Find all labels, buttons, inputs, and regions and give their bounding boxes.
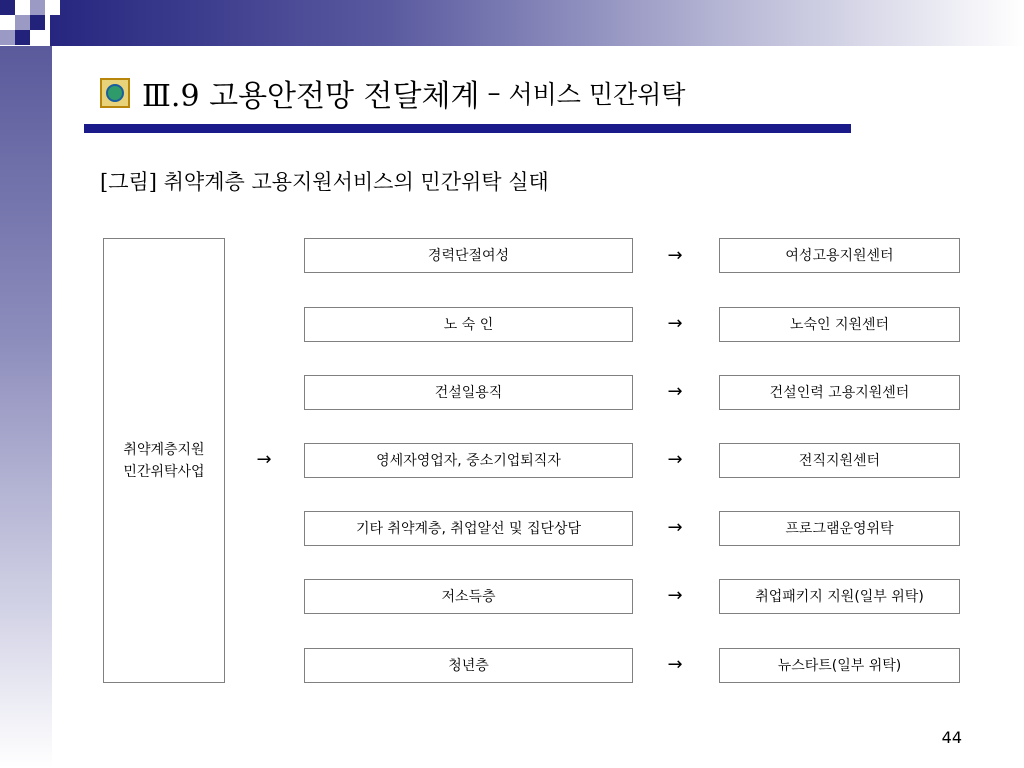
title-main: Ⅲ.9 고용안전망 전달체계 [142,79,480,114]
target-box: 노 숙 인 [304,307,633,342]
source-label-line1: 취약계층지원 [123,441,205,458]
target-box: 경력단절여성 [304,238,633,273]
header-gradient-band [50,0,1024,46]
service-box: 취업패키지 지원(일부 위탁) [719,579,960,614]
row-arrow: → [667,313,683,334]
source-label-line2: 민간위탁사업 [123,463,205,480]
row-arrow: → [667,245,683,266]
target-box: 영세자영업자, 중소기업퇴직자 [304,443,633,478]
page-number: 44 [941,728,962,747]
row-arrow: → [667,654,683,675]
source-box [103,238,225,683]
service-box: 여성고용지원센터 [719,238,960,273]
service-box: 노숙인 지원센터 [719,307,960,342]
service-box: 건설인력 고용지원센터 [719,375,960,410]
target-box: 저소득층 [304,579,633,614]
title-underline-bar [84,124,851,133]
row-arrow: → [667,381,683,402]
row-arrow: → [667,585,683,606]
row-arrow: → [667,449,683,470]
title-subtitle: 서비스 민간위탁 [508,80,686,109]
corner-square-pattern [0,0,80,60]
globe-icon [100,78,130,108]
service-box: 뉴스타트(일부 위탁) [719,648,960,683]
service-box: 프로그램운영위탁 [719,511,960,546]
figure-caption: [그림] 취약계층 고용지원서비스의 민간위탁 실태 [100,170,549,194]
target-box: 건설일용직 [304,375,633,410]
target-box: 청년층 [304,648,633,683]
row-arrow: → [667,517,683,538]
source-arrow: → [256,449,272,470]
slide-title [100,72,685,114]
target-box: 기타 취약계층, 취업알선 및 집단상담 [304,511,633,546]
left-gradient-band [0,46,52,768]
service-box: 전직지원센터 [719,443,960,478]
title-separator: – [487,78,501,108]
